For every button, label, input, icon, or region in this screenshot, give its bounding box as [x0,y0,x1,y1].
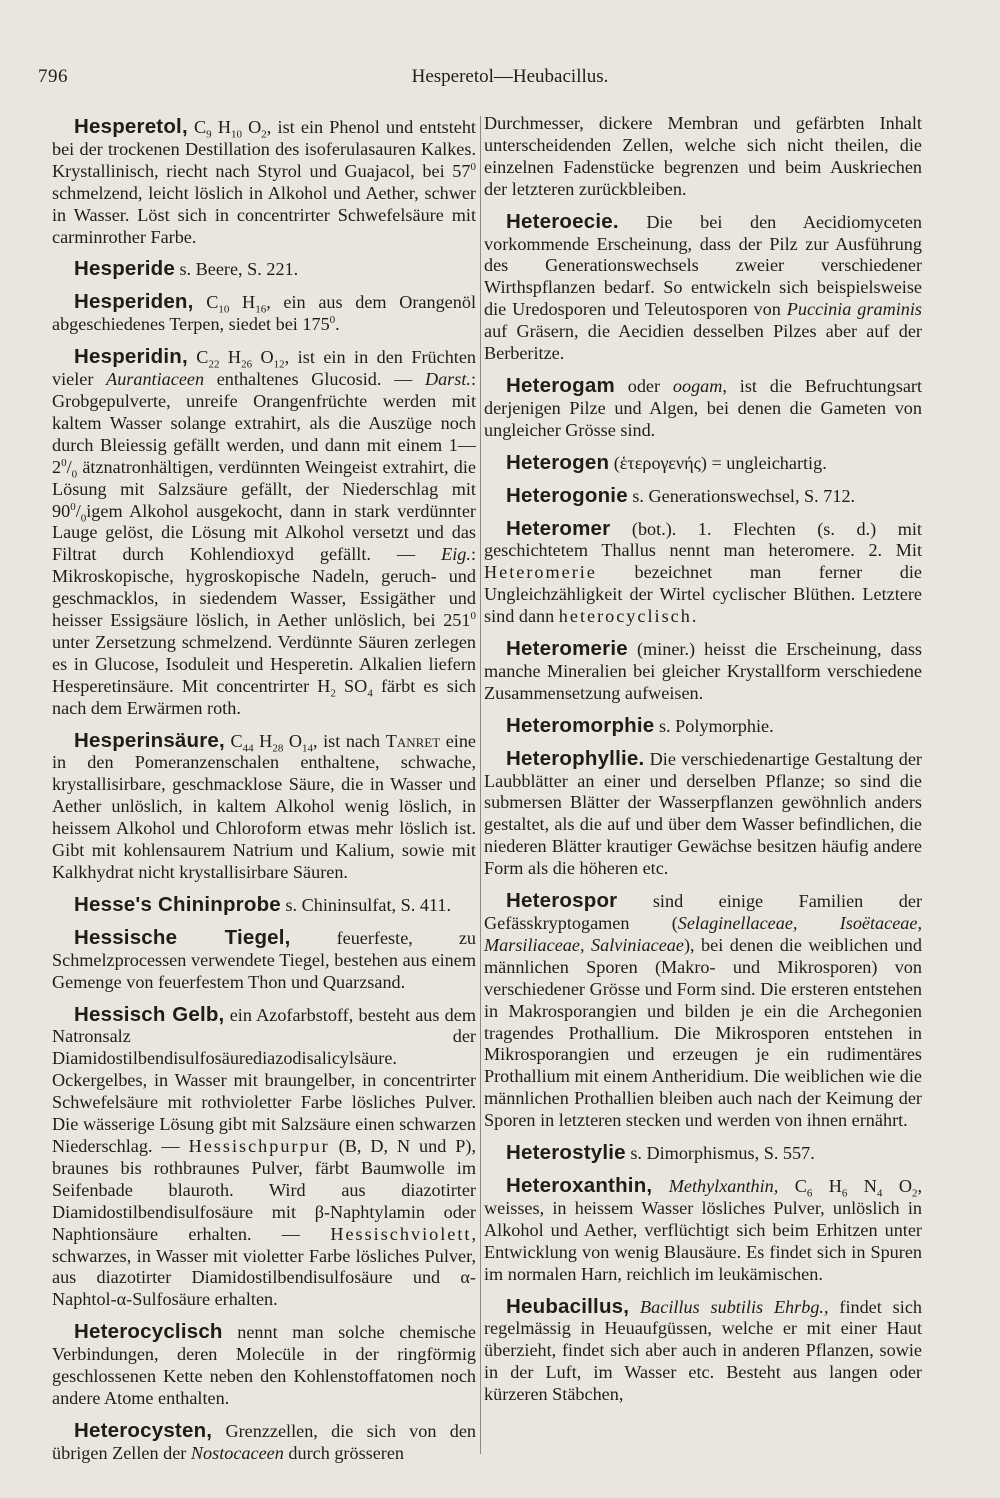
entry-heterospor: Heterospor sind einige Familien der Gefässkryptogamen (Selaginellaceae, Isoëtaceae, Marsiliaceae, Salviniaceae), bei denen die weiblichen und männlichen Sporen (Makro- und Mikrosporen) von verschiedener Grösse und Form sind. Die ersteren entstehen in Makrosporangien und bilden je ein die Archegonien tragendes Prothallium. Die Mikrosporen entstehen in Mikrosporangien und erzeugen je ein rudimentäres Prothallium mit einem Antheridium. Die weiblichen wie die männlichen Prothallien bleiben auch nach der Keimung der Sporen in letzteren stecken und werden von ihnen ernährt. [484,889,922,1131]
headword: Heterogam [506,373,615,397]
entry-heterogam: Heterogam oder oogam, ist die Befruchtungsart derjenigen Pilze und Algen, bei denen die Gameten von ungleicher Grösse sind. [484,373,922,440]
entry-heteromerie: Heteromerie (miner.) heisst die Erscheinung, dass manche Mineralien bei gleicher Krystallform verschiedene Zusammensetzung aufweisen. [484,637,922,703]
headword: Heteroxanthin, [506,1173,653,1197]
entry-hessische-tiegel: Hessische Tiegel, feuerfeste, zu Schmelzprocessen verwendete Tiegel, bestehen aus einem Gemenge von feuerfestem Thon und Quarzsand. [52,925,476,992]
entry-heteroecie: Heteroecie. Die bei den Aecidiomyceten vorkommende Erscheinung, dass der Pilz zur Ausführung des Generationswechsels zweier verschiedener Wirthspflanzen bedarf. So entwickeln sich beispielsweise die Uredosporen und Teleutosporen von Puccinia graminis auf Gräsern, die Aecidien desselben Pilzes aber auf der Berberitze. [484,209,922,364]
left-column [52,116,476,1475]
page-number: 796 [38,66,68,87]
headword: Hessische Tiegel, [74,925,291,949]
entry-heterogonie: Heterogonie s. Generationswechsel, S. 712. [506,483,856,507]
headword: Hessisch Gelb, [74,1002,225,1026]
headword: Hesperide [74,257,175,281]
entry-hesperetol: Hesperetol, $C_9$ $H_{10}$ $O_2$, ist ein Phenol und entsteht bei der trockenen Destillation des isoferulasauren Kalkes. Krystallinisch, riecht nach Styrol und Guajacol, bei $57^0$ schmelzend, leicht löslich in Alkohol und Aether, schwer in Wasser. Löst sich in concentrirter Schwefelsäure mit carminrother Farbe. [52,115,476,247]
headword: Heteroecie. [506,209,619,233]
entry-hesperiden: Hesperiden, $C_{10}$ $H_{16}$, ein aus dem Orangenöl abgeschiedenes Terpen, siedet bei $175^0$. [52,290,476,335]
entry-heteromorphie: Heteromorphie s. Polymorphie. [506,713,774,737]
entry-heterocysten-continued: Durchmesser, dickere Membran und gefärbten Inhalt unterscheidenden Zellen, welche sich nicht theilen, die einzelnen Fadenstücke begrenzen und beim Auskriechen der letzteren zurückbleiben. [484,113,922,199]
headword: Heteromer [506,516,611,540]
headword: Heterogonie [506,483,628,507]
headword: Hesperidin, [74,345,188,369]
right-column [484,113,922,1416]
entry-hessisch-gelb: Hessisch Gelb, ein Azofarbstoff, besteht aus dem Natronsalz der Diamidostilbendisulfosäurediazodisalicylsäure. Ockergelbes, in Wasser mit braungelber, in concentrirter Schwefelsäure mit rothvioletter Farbe lösliches Pulver. Die wässerige Lösung gibt mit Salzsäure einen schwarzen Niederschlag. — Hessischpurpur (B, D, N und P), braunes bis rothbraunes Pulver, färbt Baumwolle im Seifenbade blauroth. Wird aus diazotirter Diamidostilbendisulfosäure mit β-Naphtylamin oder Naphtionsäure erhalten. — Hessischviolett, schwarzes, in Wasser mit violetter Farbe lösliches Pulver, aus diazotirter Diamidostilbendisulfosäure und α-Naphtol-α-Sulfosäure erhalten. [52,1002,476,1310]
headword: Heterogen [506,450,610,474]
headword: Hesperetol, [74,115,188,138]
entry-hesperidin: Hesperidin, $C_{22}$ $H_{26}$ $O_{12}$, ist ein in den Früchten vieler Aurantiaceen enthaltenes Glucosid. — Darst.: Grobgepulverte, unreife Orangenfrüchte werden mit kaltem Wasser solange extrahirt, als die Auszüge noch durch Bleiessig gefällt werden, und dann mit einem $1—2^0/_0$ ätznatronhältigen, verdünnten Weingeist extrahirt, die Lösung mit Salzsäure gefällt, der Niederschlag mit $90^0/_0igem$ Alkohol ausgekocht, dann in stark verdünnter Lauge gelöst, die Lösung mit Alkohol versetzt und das Filtrat durch Kohlendioxyd gefällt. — Eig.: Mikroskopische, hygroskopische Nadeln, geruch- und geschmacklos, in siedendem Wasser, Essigäther und heisser Essigsäure löslich, in Aether unlöslich, bei $251^0$ unter Zersetzung schmelzend. Verdünnte Säuren zerlegen es in Glucose, Isoduleit und Hesperetin. Alkalien liefern Hesperetinsäure. Mit concentrirter $H_2$ $SO_4$ färbt es sich nach dem Erwärmen roth. [52,345,477,718]
headword: Hesperiden, [74,290,194,314]
entry-heterocysten: Heterocysten, Grenzzellen, die sich von den übrigen Zellen der Nostocaceen durch grösseren [52,1418,476,1463]
entry-heterophyllie: Heterophyllie. Die verschiedenartige Gestaltung der Laubblätter an einer und derselben Pflanze; so sind die submersen Blätter der Wasserpflanzen gewöhnlich anders gestaltet, als die auf und über dem Wasser befindlichen, die niederen Blätter krautiger Gewächse besitzen häufig andere Form als die höheren etc. [484,746,922,879]
column-rule [480,116,481,1454]
running-head: Hesperetol—Heubacillus. [411,66,609,87]
headword: Hesperinsäure, [74,728,225,752]
headword: Heterocysten, [74,1418,213,1442]
headword: Heterophyllie. [506,746,645,770]
entry-heteromer: Heteromer (bot.). 1. Flechten (s. d.) mit geschichtetem Thallus nennt man heteromere. 2. Mit Heteromerie bezeichnet man ferner die Ungleichzähligkeit der Wirtel cyclischer Blüthen. Letztere sind dann heterocyclisch. [484,516,922,627]
headword: Hesse's Chininprobe [74,892,281,916]
headword: Heterocyclisch [74,1320,223,1344]
entry-hesses-chininprobe: Hesse's Chininprobe s. Chininsulfat, S. 411. [74,892,451,916]
headword: Heterospor [506,889,618,913]
headword: Heterostylie [506,1141,626,1165]
entry-heterostylie: Heterostylie s. Dimorphismus, S. 557. [506,1141,815,1165]
headword: Heteromorphie [506,713,655,737]
entry-heteroxanthin: Heteroxanthin, Methylxanthin, $C_6$ $H_6$ $N_4$ $O_2$, weisses, in heissem Wasser lösliches Pulver, unlöslich in Alkohol und Aether, verflüchtigt sich beim Erhitzen unter Entwicklung von wenig Blausäure. Es findet sich in Spuren im normalen Harn, reichlich im leukämischen. [484,1173,922,1284]
entry-hesperide: Hesperide s. Beere, S. 221. [74,257,299,281]
entry-heterocyclisch: Heterocyclisch nennt man solche chemische Verbindungen, deren Molecüle in der ringförmig geschlossenen Kette neben den Kohlenstoffatomen noch andere Atome enthalten. [52,1320,476,1408]
entry-heterogen: Heterogen (ἑτερογενής) = ungleichartig. [506,450,827,474]
entry-heubacillus: Heubacillus, Bacillus subtilis Ehrbg., findet sich regelmässig in Heuaufgüssen, welche er mit einer Haut überzieht, findet sich aber auch in anderen Pflanzen, sowie in der Luft, im Wasser etc. Besteht aus langen oder kürzeren Stäbchen, [484,1294,922,1405]
entry-hesperinsaeure: Hesperinsäure, $C_{44}$ $H_{28}$ $O_{14}$, ist nach Tanret eine in den Pomeranzenschalen enthaltene, schwache, krystallisirbare, geschmacklose Säure, die in Wasser und Aether unlöslich, in kaltem Alkohol wenig löslich, in heissem Alkohol und Chloroform etwas mehr löslich ist. Gibt mit kohlensaurem Natrium und Kalium, sowie mit Kalkhydrat nicht krystallisirbare Säuren. [52,728,476,882]
headword: Heubacillus, [506,1294,630,1318]
headword: Heteromerie [506,637,628,661]
